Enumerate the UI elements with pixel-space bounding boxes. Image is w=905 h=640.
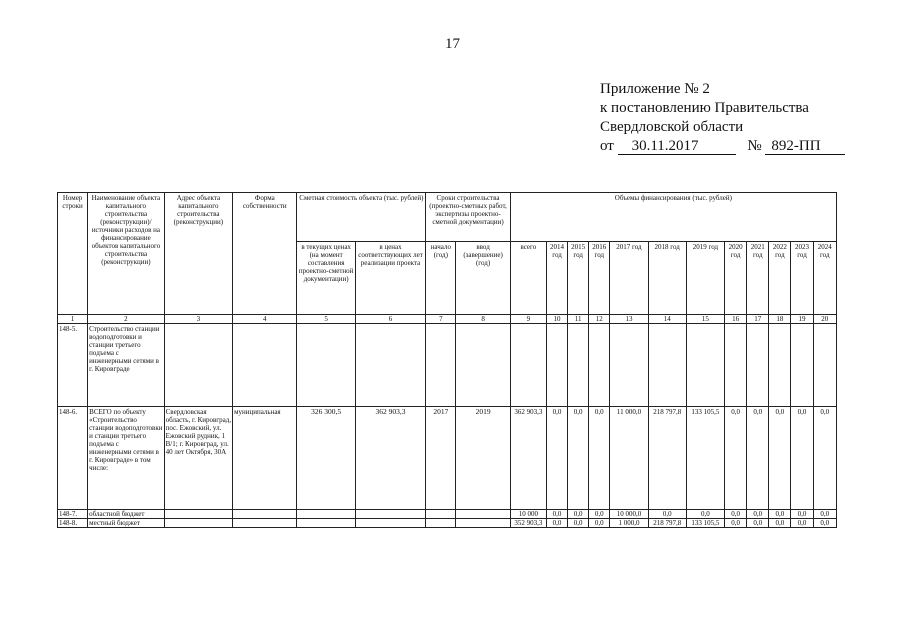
- financing-table: [57, 192, 837, 528]
- header-address: Адрес объекта капитального строительства (реконструкции): [164, 193, 232, 315]
- row-cost-project: [355, 510, 425, 519]
- column-number: 7: [426, 315, 456, 324]
- header-estimated-cost: Сметная стоимость объекта (тыс. рублей): [297, 193, 426, 242]
- row-2017: 10 000,0: [610, 510, 648, 519]
- row-total: 352 903,3: [510, 519, 546, 528]
- table-row: [58, 324, 837, 407]
- table-row: [58, 407, 837, 510]
- row-number: 148-6.: [58, 407, 88, 510]
- row-address: [164, 510, 232, 519]
- row-ownership: [233, 510, 297, 519]
- header-year-2024: 2024 год: [813, 242, 836, 315]
- row-2019: 133 105,5: [686, 519, 724, 528]
- row-cost-current: [297, 510, 355, 519]
- column-number: 20: [813, 315, 836, 324]
- row-2014: 0,0: [546, 407, 567, 510]
- appendix-date-line: [600, 137, 880, 156]
- header-total: всего: [510, 242, 546, 315]
- row-2016: 0,0: [589, 510, 610, 519]
- header-year-2016: 2016 год: [589, 242, 610, 315]
- header-year-2022: 2022 год: [769, 242, 791, 315]
- appendix-title: Приложение № 2: [600, 81, 710, 97]
- column-number: 19: [791, 315, 813, 324]
- row-object-name: местный бюджет: [88, 519, 164, 528]
- row-2021: [747, 324, 769, 407]
- column-number: 15: [686, 315, 724, 324]
- row-2021: 0,0: [747, 519, 769, 528]
- row-2024: [813, 324, 836, 407]
- column-number: 13: [610, 315, 648, 324]
- table-row: [58, 519, 837, 528]
- row-2019: 133 105,5: [686, 407, 724, 510]
- row-2024: 0,0: [813, 519, 836, 528]
- decree-number: 892-ПП: [765, 138, 845, 155]
- row-2024: 0,0: [813, 407, 836, 510]
- row-address: Свердловская область, г. Кировград, пос. Ежовский, ул. Ежовский рудник, 1 В/1; г. Кировград, ул. 40 лет Октября, 30А: [164, 407, 232, 510]
- column-number: 14: [648, 315, 686, 324]
- header-year-2023: 2023 год: [791, 242, 813, 315]
- column-number: 6: [355, 315, 425, 324]
- row-end-year: 2019: [456, 407, 510, 510]
- row-2018: 0,0: [648, 510, 686, 519]
- row-object-name: областной бюджет: [88, 510, 164, 519]
- row-cost-current: [297, 324, 355, 407]
- header-year-2017: 2017 год: [610, 242, 648, 315]
- header-year-2021: 2021 год: [747, 242, 769, 315]
- row-2015: 0,0: [568, 510, 589, 519]
- row-2016: 0,0: [589, 519, 610, 528]
- column-number: 18: [769, 315, 791, 324]
- header-year-2015: 2015 год: [568, 242, 589, 315]
- row-2015: 0,0: [568, 407, 589, 510]
- row-2014: [546, 324, 567, 407]
- header-project-prices: в ценах соответствующих лет реализации проекта: [355, 242, 425, 315]
- row-total: [510, 324, 546, 407]
- row-2024: 0,0: [813, 510, 836, 519]
- row-total: 362 903,3: [510, 407, 546, 510]
- row-2020: 0,0: [725, 510, 747, 519]
- row-number: 148-5.: [58, 324, 88, 407]
- row-2020: [725, 324, 747, 407]
- row-object-name: ВСЕГО по объекту «Строительство станции водоподготовки и станции третьего подъема с инженерными сетями в г. Кировграде» в том числе:: [88, 407, 164, 510]
- row-2019: 0,0: [686, 510, 724, 519]
- row-ownership: муниципальная: [233, 407, 297, 510]
- row-2023: 0,0: [791, 407, 813, 510]
- column-number: 12: [589, 315, 610, 324]
- row-2020: 0,0: [725, 407, 747, 510]
- row-address: [164, 519, 232, 528]
- number-sign: №: [747, 138, 762, 154]
- decree-date: 30.11.2017: [618, 138, 736, 155]
- row-cost-project: [355, 519, 425, 528]
- row-2022: 0,0: [769, 510, 791, 519]
- header-construction-terms: Сроки строительства (проектно-сметных работ, экспертизы проектно-сметной документации): [426, 193, 511, 242]
- appendix-line-2: к постановлению Правительства: [600, 100, 809, 116]
- column-number: 8: [456, 315, 510, 324]
- header-year-2020: 2020 год: [725, 242, 747, 315]
- row-total: 10 000: [510, 510, 546, 519]
- header-year-2018: 2018 год: [648, 242, 686, 315]
- header-year-2014: 2014 год: [546, 242, 567, 315]
- row-end-year: [456, 510, 510, 519]
- header-financing: Объемы финансирования (тыс. рублей): [510, 193, 836, 242]
- row-address: [164, 324, 232, 407]
- column-number: 2: [88, 315, 164, 324]
- row-2018: [648, 324, 686, 407]
- row-2023: 0,0: [791, 510, 813, 519]
- column-number: 10: [546, 315, 567, 324]
- column-number: 4: [233, 315, 297, 324]
- row-start-year: 2017: [426, 407, 456, 510]
- row-2016: 0,0: [589, 407, 610, 510]
- appendix-line-3: Свердловской области: [600, 119, 744, 135]
- table-row: [58, 510, 837, 519]
- row-object-name: Строительство станции водоподготовки и станции третьего подъема с инженерными сетями в г. Кировграде: [88, 324, 164, 407]
- row-2015: [568, 324, 589, 407]
- column-number: 1: [58, 315, 88, 324]
- row-2020: 0,0: [725, 519, 747, 528]
- row-cost-project: 362 903,3: [355, 407, 425, 510]
- date-prefix: от: [600, 138, 614, 154]
- column-number: 11: [568, 315, 589, 324]
- row-number: 148-8.: [58, 519, 88, 528]
- row-2022: [769, 324, 791, 407]
- column-number: 9: [510, 315, 546, 324]
- column-number: 16: [725, 315, 747, 324]
- row-start-year: [426, 510, 456, 519]
- header-start-year: начало (год): [426, 242, 456, 315]
- header-year-2019: 2019 год: [686, 242, 724, 315]
- row-2018: 218 797,8: [648, 519, 686, 528]
- column-number: 17: [747, 315, 769, 324]
- row-2023: 0,0: [791, 519, 813, 528]
- row-2022: 0,0: [769, 519, 791, 528]
- row-2019: [686, 324, 724, 407]
- row-2015: 0,0: [568, 519, 589, 528]
- row-start-year: [426, 519, 456, 528]
- appendix-header: [600, 80, 880, 156]
- row-ownership: [233, 519, 297, 528]
- row-cost-project: [355, 324, 425, 407]
- row-ownership: [233, 324, 297, 407]
- row-2021: 0,0: [747, 407, 769, 510]
- column-number: 5: [297, 315, 355, 324]
- row-end-year: [456, 324, 510, 407]
- header-current-prices: в текущих ценах (на момент составления проектно-сметной документации): [297, 242, 355, 315]
- row-2014: 0,0: [546, 510, 567, 519]
- row-2017: 1 000,0: [610, 519, 648, 528]
- header-object-name: Наименование объекта капитального строительства (реконструкции)/ источники расходов на финансирование объектов капитального строительства (реконструкции): [88, 193, 164, 315]
- header-end-year: ввод (завершение) (год): [456, 242, 510, 315]
- row-2023: [791, 324, 813, 407]
- row-2018: 218 797,8: [648, 407, 686, 510]
- row-start-year: [426, 324, 456, 407]
- row-2017: 11 000,0: [610, 407, 648, 510]
- row-2021: 0,0: [747, 510, 769, 519]
- row-end-year: [456, 519, 510, 528]
- row-2017: [610, 324, 648, 407]
- header-row-1: [58, 193, 837, 242]
- header-row-number: Номер строки: [58, 193, 88, 315]
- row-number: 148-7.: [58, 510, 88, 519]
- column-number: 3: [164, 315, 232, 324]
- row-cost-current: [297, 519, 355, 528]
- header-ownership: Форма собственности: [233, 193, 297, 315]
- row-cost-current: 326 300,5: [297, 407, 355, 510]
- row-2016: [589, 324, 610, 407]
- column-number-row: [58, 315, 837, 324]
- row-2014: 0,0: [546, 519, 567, 528]
- page-number: 17: [445, 36, 460, 52]
- row-2022: 0,0: [769, 407, 791, 510]
